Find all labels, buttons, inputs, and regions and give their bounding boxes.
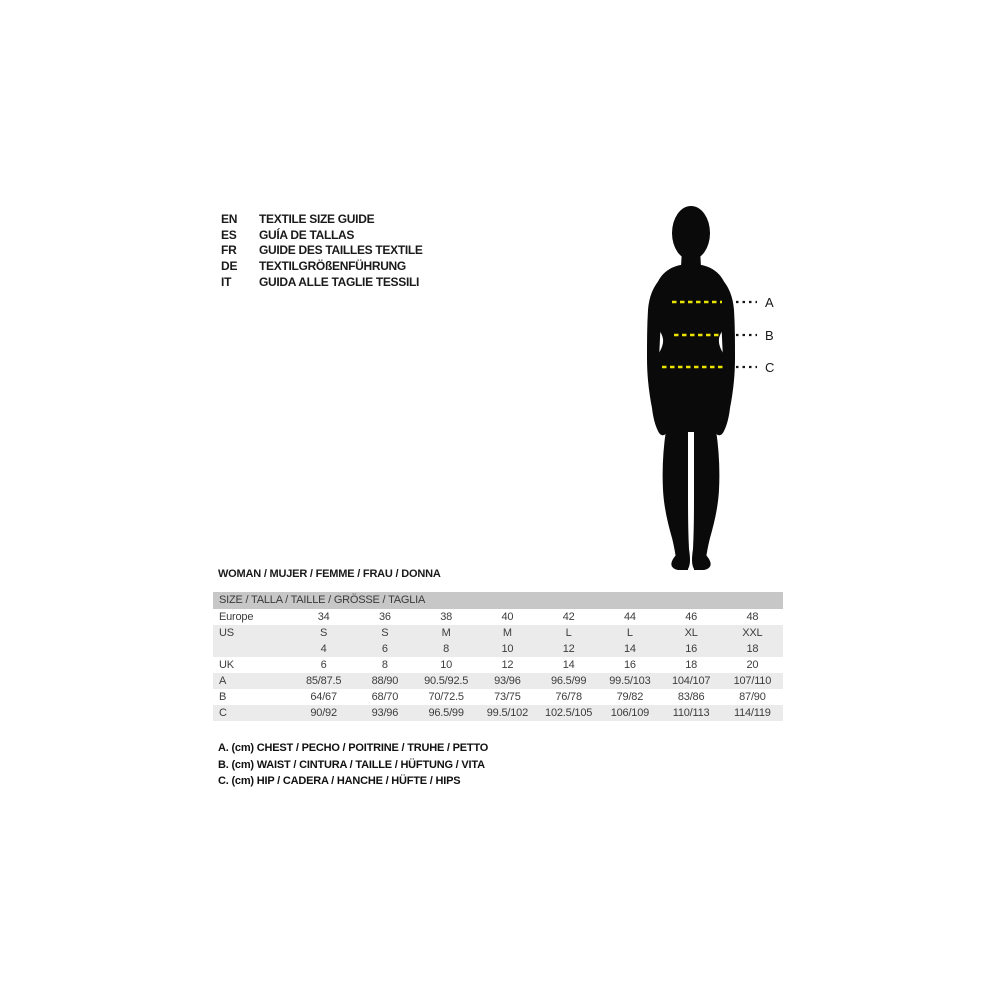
language-label: TEXTILGRÖßENFÜHRUNG (259, 259, 406, 274)
size-cell: S (320, 627, 328, 639)
language-code: EN (221, 211, 238, 226)
measure-label-a: A (765, 295, 774, 310)
size-cell: 90/92 (310, 707, 337, 719)
size-cell: M (502, 627, 512, 639)
size-cell: 14 (623, 643, 636, 655)
language-label: GUIDA ALLE TAGLIE TESSILI (259, 275, 420, 290)
row-label: Europe (219, 611, 254, 623)
size-cell: 102.5/105 (545, 707, 593, 719)
size-cell: 46 (685, 611, 698, 623)
measurement-figure (600, 193, 800, 578)
row-label: C (219, 707, 227, 719)
size-cell: 18 (746, 643, 759, 655)
table-row-hip (213, 705, 783, 721)
size-cell: 48 (746, 611, 759, 623)
size-cell: 83/86 (677, 691, 705, 703)
size-cell: 106/109 (610, 707, 650, 719)
measure-label-b: B (765, 328, 774, 343)
size-cell: 85/87.5 (305, 675, 342, 687)
note-waist: B. (cm) WAIST / CINTURA / TAILLE / HÜFTUNG / VITA (218, 758, 485, 771)
size-cell: 16 (623, 659, 636, 671)
note-hip: C. (cm) HIP / CADERA / HANCHE / HÜFTE / HIPS (218, 775, 461, 787)
language-label: GUÍA DE TALLAS (259, 227, 355, 242)
row-label: US (219, 627, 234, 639)
size-cell: 4 (320, 643, 327, 655)
size-cell: 44 (623, 611, 636, 623)
size-cell: 68/70 (371, 691, 399, 703)
size-cell: 38 (440, 611, 453, 623)
row-label: UK (219, 659, 234, 671)
gender-title: WOMAN / MUJER / FEMME / FRAU / DONNA (218, 568, 441, 580)
size-cell: 42 (562, 611, 575, 623)
size-cell: 8 (381, 659, 388, 671)
size-cell: 110/113 (672, 707, 710, 719)
size-cell: 12 (562, 643, 575, 655)
language-code: DE (221, 259, 238, 274)
size-cell: 10 (501, 643, 514, 655)
size-cell: 16 (685, 643, 698, 655)
size-cell: 99.5/103 (609, 675, 651, 687)
language-item (221, 274, 423, 290)
size-cell: 14 (562, 659, 575, 671)
size-table (213, 592, 783, 721)
language-code: ES (221, 227, 237, 242)
row-label (213, 641, 293, 657)
table-row-us-numbers (213, 641, 783, 657)
size-cell: 96.5/99 (550, 675, 587, 687)
note-chest: A. (cm) CHEST / PECHO / POITRINE / TRUHE / PETTO (218, 742, 489, 754)
measure-label-c: C (765, 360, 775, 375)
size-cell: 10 (440, 659, 453, 671)
size-cell: XXL (742, 627, 763, 639)
language-list (221, 211, 423, 290)
size-cell: 87/90 (739, 691, 766, 703)
size-cell: 76/78 (555, 691, 582, 703)
language-code: FR (221, 243, 237, 258)
size-cell: 18 (685, 659, 698, 671)
language-item (221, 243, 423, 259)
size-cell: 88/90 (371, 675, 399, 687)
table-row-europe (213, 609, 783, 625)
size-cell: 8 (443, 643, 450, 655)
language-item (221, 227, 423, 243)
measurement-notes (218, 740, 488, 790)
size-cell: 70/72.5 (428, 691, 464, 703)
size-cell: S (381, 627, 389, 639)
size-cell: XL (684, 627, 698, 639)
size-cell: 40 (501, 611, 514, 623)
size-cell: 34 (317, 611, 330, 623)
size-cell: 107/110 (733, 675, 772, 687)
size-cell: 64/67 (310, 691, 337, 703)
size-cell: L (565, 627, 572, 639)
size-cell: 99.5/102 (486, 707, 528, 719)
size-cell: 20 (746, 659, 759, 671)
size-cell: 6 (320, 659, 327, 671)
size-cell: 90.5/92.5 (424, 675, 469, 687)
size-cell: 73/75 (494, 691, 521, 703)
row-label: A (219, 675, 227, 687)
size-cell: 36 (378, 611, 391, 623)
size-table-header: SIZE / TALLA / TAILLE / GRÖSSE / TAGLIA (213, 592, 783, 609)
size-cell: 93/96 (371, 707, 399, 719)
language-item (221, 258, 423, 274)
woman-silhouette-icon (600, 193, 800, 578)
size-cell: L (626, 627, 633, 639)
row-label: B (219, 691, 227, 703)
table-row-chest (213, 673, 783, 689)
size-cell: 104/107 (671, 675, 711, 687)
language-item (221, 211, 423, 227)
size-cell: 79/82 (616, 691, 644, 703)
table-row-uk (213, 657, 783, 673)
language-label: GUIDE DES TAILLES TEXTILE (259, 243, 423, 258)
table-row-us-letters (213, 625, 783, 641)
size-cell: 93/96 (494, 675, 521, 687)
language-code: IT (221, 275, 232, 290)
size-cell: 6 (381, 643, 388, 655)
size-cell: M (441, 627, 451, 639)
size-cell: 114/119 (734, 707, 771, 719)
table-row-waist (213, 689, 783, 705)
size-cell: 96.5/99 (428, 707, 464, 719)
size-cell: 12 (501, 659, 514, 671)
language-label: TEXTILE SIZE GUIDE (259, 211, 375, 226)
